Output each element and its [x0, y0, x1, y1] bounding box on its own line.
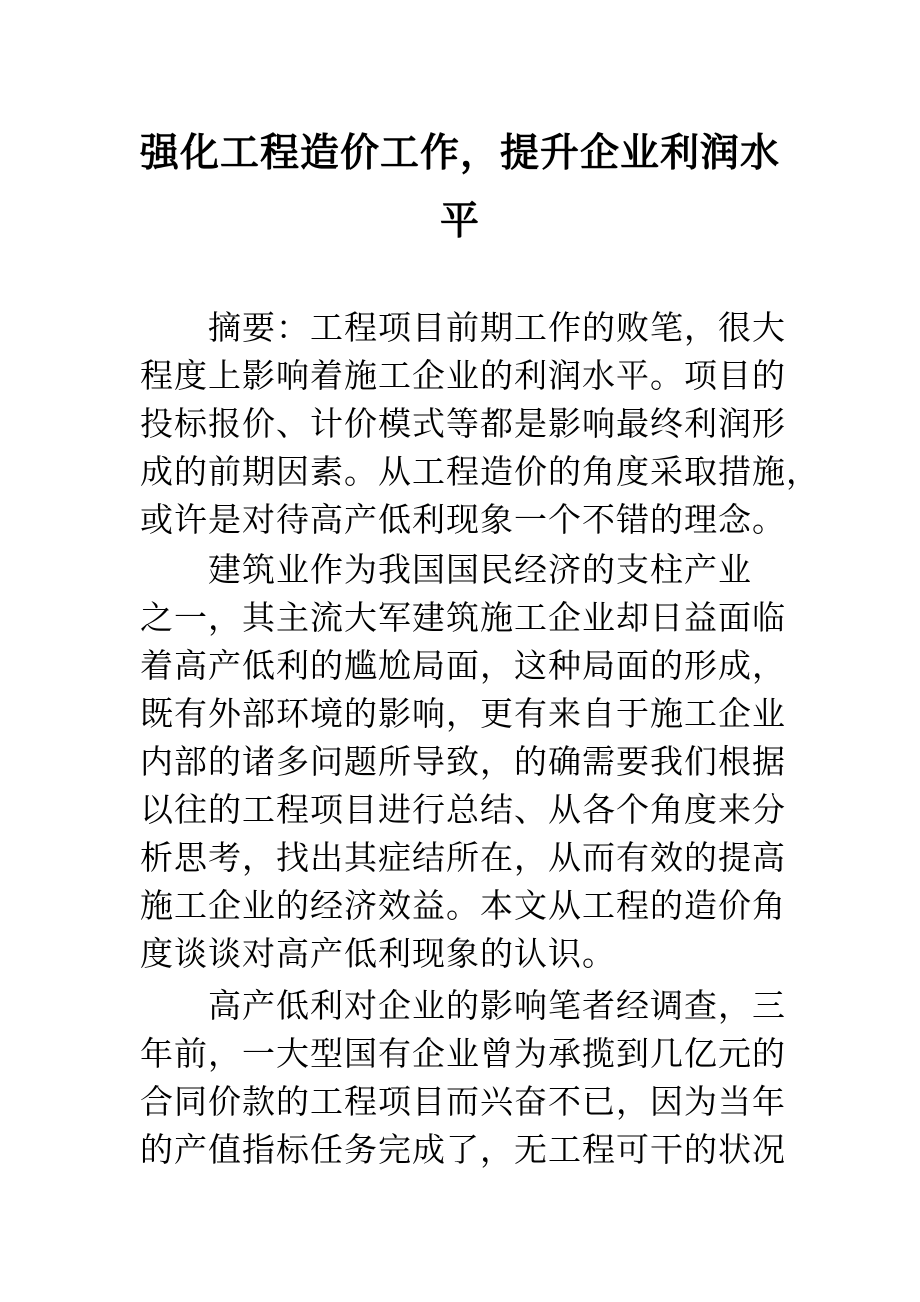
title-line-1: 强化工程造价工作，提升企业利润水 — [140, 131, 781, 176]
body-line: 之一，其主流大军建筑施工企业却日益面临 — [140, 598, 786, 637]
body-line: 程度上影响着施工企业的利润水平。项目的 — [140, 356, 786, 395]
body-line: 成的前期因素。从工程造价的角度采取措施， — [140, 452, 820, 491]
body-line: 高产低利对企业的影响笔者经调查，三 — [140, 986, 786, 1025]
body-line: 合同价款的工程项目而兴奋不已，因为当年 — [140, 1082, 786, 1121]
body-line: 的产值指标任务完成了，无工程可干的状况 — [140, 1130, 786, 1169]
body-line: 以往的工程项目进行总结、从各个角度来分 — [140, 790, 786, 829]
body-line: 或许是对待高产低利现象一个不错的理念。 — [140, 500, 786, 539]
body-line: 摘要：工程项目前期工作的败笔，很大 — [140, 308, 786, 347]
body-line: 内部的诸多问题所导致，的确需要我们根据 — [140, 742, 786, 781]
title-line-2: 平 — [439, 199, 480, 244]
body-line: 施工企业的经济效益。本文从工程的造价角 — [140, 886, 786, 925]
body-line: 建筑业作为我国国民经济的支柱产业 — [140, 550, 752, 589]
body-line: 年前，一大型国有企业曾为承揽到几亿元的 — [140, 1034, 786, 1073]
body-line: 投标报价、计价模式等都是影响最终利润形 — [140, 404, 786, 443]
document-title — [140, 120, 780, 256]
body-line: 度谈谈对高产低利现象的认识。 — [140, 934, 616, 973]
body-line: 既有外部环境的影响，更有来自于施工企业 — [140, 694, 786, 733]
body-line: 析思考，找出其症结所在，从而有效的提高 — [140, 838, 786, 877]
body-line: 着高产低利的尴尬局面，这种局面的形成， — [140, 646, 786, 685]
